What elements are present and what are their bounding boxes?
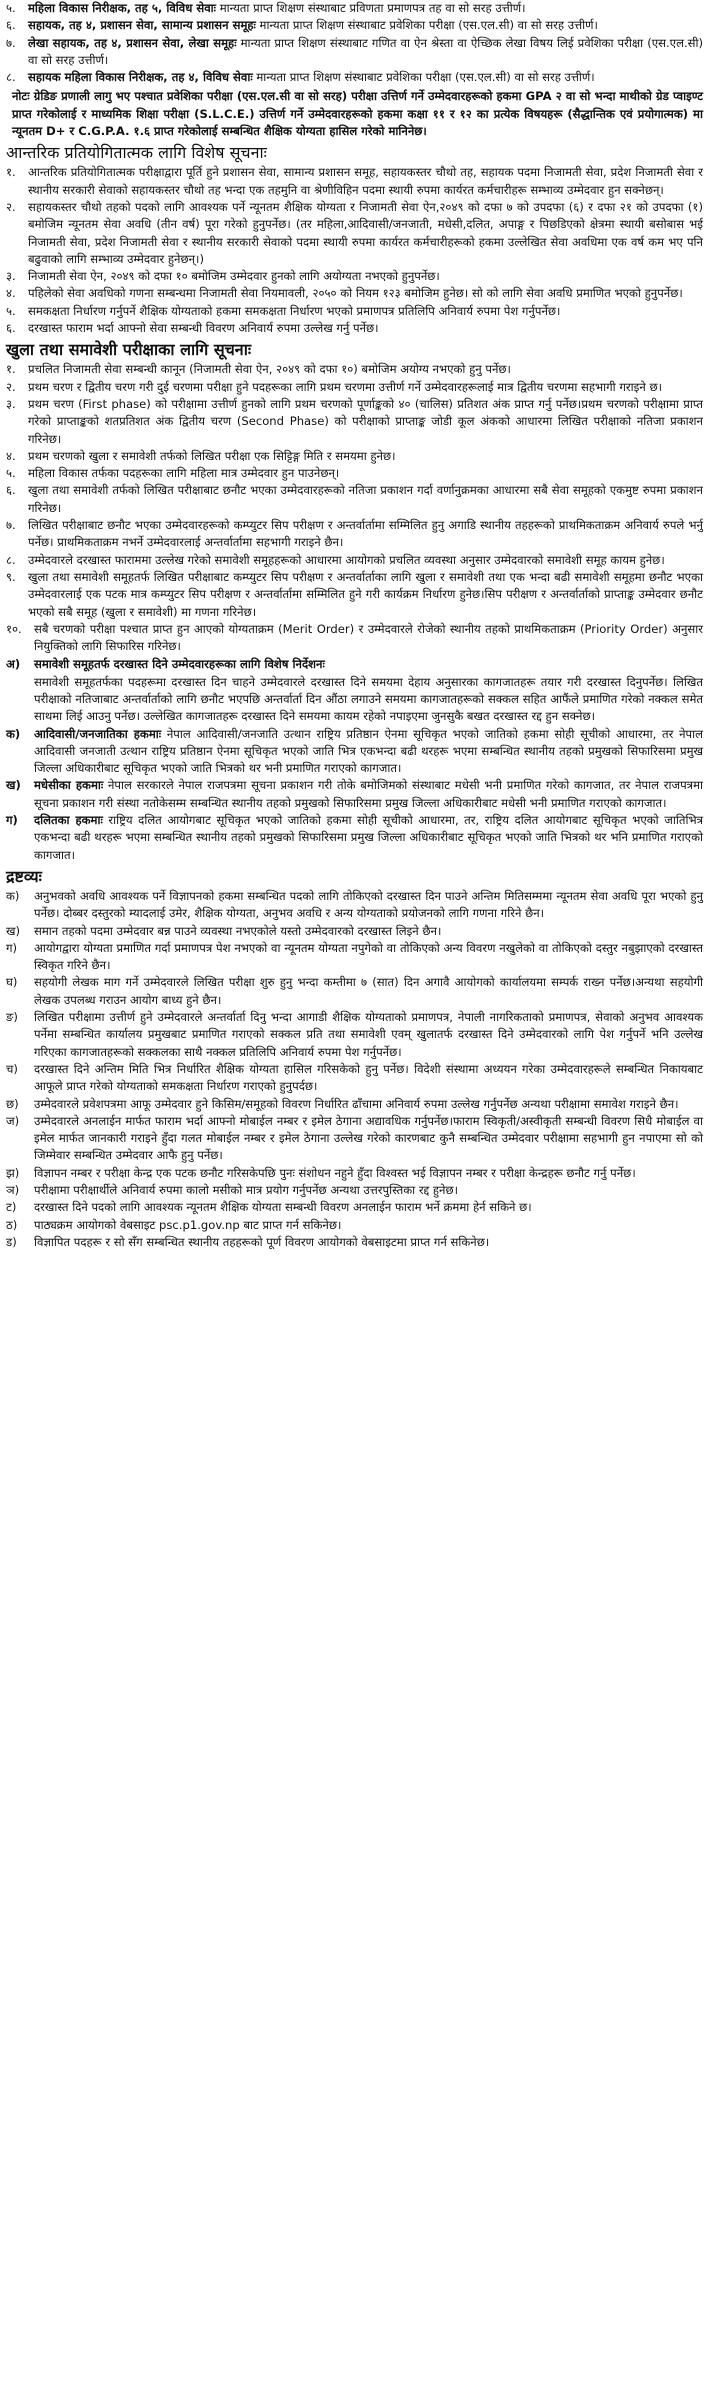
item-number: ८. (6, 70, 16, 85)
list-item (6, 268, 703, 285)
list-item (6, 1096, 703, 1113)
item-text: प्रथम चरण (First phase) को परीक्षामा उत्तीर्ण हुनको लागि प्रथम चरणको पूर्णाङ्कको ४० (चालिस) प्रतिशत अंक प्राप्त गर्नु पर्नेछ।प्रथम चरणको परीक्षामा प्राप्त गरेको प्राप्ताङ्कको शतप्रतिशत अंक द्वितीय चरण (Second Phase) को परीक्षाको प्राप्ताङ्क जोडी कूल अंकको आधारमा लिखित परीक्षाको नतिजा प्रकाशन गरिनेछ। (28, 396, 703, 446)
list-item (6, 482, 703, 517)
list-item (6, 17, 703, 34)
list-item (6, 552, 703, 569)
item-number: ३. (6, 269, 16, 284)
list-item (6, 285, 703, 302)
item-text: सबै चरणको परीक्षा पश्चात प्राप्त हुन आएको योग्यताक्रम (Merit Order) र उम्मेदवारले रोजेको स्थानीय तहको प्राथमिकताक्रम (Priority Order) अनुसार नियुक्तिको लागि सिफारिस गरिनेछ। (34, 621, 703, 654)
item-text: प्रथम चरणको खुला र समावेशी तर्फको लिखित परीक्षा एक सिट्टिङ्ग मिति र समयमा हुनेछ। (28, 448, 396, 463)
group-text: नेपाल आदिवासी/जनजाति उत्थान राष्ट्रिय प्रतिष्ठान ऐनमा सूचिकृत भएको जातिको हकमा सोही सूचीको आधारमा, तर नेपाल आदिवासी जनजाती उत्थान राष्ट्रिय प्रतिष्ठान ऐनमा सूचिकृत भएको जाति भित्र एकभन्दा बढी थरहरू भएमा सम्बन्धित स्थानीय तहको प्रमुखको सिफारिसमा प्रमुख जिल्ला अधिकारीबाट सूचिकृत भएको जाति भित्रको थर भनी प्रमाणित गराएको कागजात। (34, 726, 703, 776)
item-number: २. (6, 199, 16, 214)
internal-section (6, 142, 703, 337)
grading-note: नोटः ग्रेडिङ प्रणाली लागु भए पश्चात प्रवेशिका परीक्षा (एस.एल.सी वा सो सरह) परीक्षा उत्तिर्ण गर्ने उम्मेदवारहरूको हकमा GPA २ वा सो भन्दा माथीको ग्रेड प्वाइण्ट प्राप्त गरेकोलाई र माध्यमिक शिक्षा परीक्षा (S.L.C.E.) उत्तिर्ण गर्ने उम्मेदवारहरूको हकमा कक्षा ११ र १२ का प्रत्येक विषयहरू (सैद्धान्तिक एवं प्रयोगात्मक) मा न्यूनतम D+ र C.G.P.A. १.६ प्राप्त गरेकोलाई सम्बन्धित शैक्षिक योग्यता हासिल गरेको मानिनेछ। (12, 89, 703, 139)
item-number: ६. (6, 321, 16, 336)
item-text: पाठ्यक्रम आयोगको वेबसाइट psc.p1.gov.np बाट प्राप्त गर्न सकिनेछ। (34, 1217, 342, 1232)
item-number: ७. (6, 35, 16, 50)
list-item (6, 923, 703, 940)
item-text: खुला तथा समावेशी तर्फको लिखित परीक्षाबाट छनौट भएका उम्मेदवारहरूको नतिजा प्रकाशन गर्दा वर्णानुक्रमका आधारमा सबै सेवा समूहको एकमुष्ट रुपमा प्रकाशन गरिनेछ। (28, 483, 703, 515)
list-item (6, 320, 703, 337)
open-section (6, 339, 703, 655)
list-item (6, 888, 703, 923)
item-text: निजामती सेवा ऐन, २०४९ को दफा १० बमोजिम उम्मेदवार हुनको लागि अयोग्यता नभएको हुनुपर्नेछ। (28, 269, 440, 284)
qualification-text: मान्यता प्राप्त शिक्षण संस्थाबाट प्रविणता प्रमाणपत्र तह वा सो सरह उत्तीर्ण। (216, 1, 526, 15)
item-number: २. (6, 379, 16, 394)
list-item (6, 199, 703, 268)
notes-section (6, 866, 703, 1251)
list-item (6, 396, 703, 448)
item-number: ५. (6, 1, 16, 15)
item-text: प्रथम चरण र द्वितीय चरण गरी दुई चरणमा परीक्षा हुने पदहरूका लागि प्रथम चरणमा उत्तीर्ण गर्ने उम्मेदवारहरूलाई मात्र द्वितीय चरणमा सहभागी गराइने छ। (28, 379, 662, 394)
list-item (6, 361, 703, 378)
item-number: ५. (6, 466, 16, 481)
item-text: विज्ञापन नम्बर र परीक्षा केन्द्र एक पटक छनौट गरिसकेपछि पुनः संशोधन नहुने हुँदा विश्वस्त भई विज्ञापन नम्बर र परीक्षा केन्द्रहरू छनौट गर्नु पर्नेछ। (34, 1165, 636, 1180)
qualification-list (6, 0, 703, 86)
item-text: दरखास्त दिने पदको लागि आवश्यक न्यूनतम शैक्षिक योग्यता सम्बन्धी विवरण अनलाईन फाराम भर्ने क्रममा हेर्न सकिने छ। (34, 1200, 532, 1215)
item-number: ४. (6, 286, 16, 301)
item-marker: घ) (6, 975, 18, 990)
inclusive-heading-text: समावेशी समूहतर्फ दरखास्त दिने उम्मेदवारहरूका लागि विशेष निर्देशनः (34, 657, 325, 672)
item-marker: अ) (6, 657, 21, 672)
item-number: ८. (6, 552, 16, 567)
qualification-text: मान्यता प्राप्त शिक्षण संस्थाबाट प्रवेशिका परीक्षा (एस.एल.सी) वा सो सरह उत्तीर्ण। (252, 70, 595, 85)
item-number: ४. (6, 448, 16, 463)
list-item (6, 164, 703, 199)
list-item (6, 517, 703, 552)
list-item (6, 0, 703, 17)
item-text: समकक्षता निर्धारण गर्नुपर्ने शैक्षिक योग्यताको हकमा समकक्षता निर्धारण भएको प्रमाणपत्र प्रतिलिपि अनिवार्य रुपमा पेश गर्नुपर्नेछ। (28, 303, 561, 318)
section-heading: द्रष्टव्यः (6, 866, 42, 886)
item-number: १०. (6, 621, 22, 636)
item-number: ३. (6, 396, 16, 411)
list-item (6, 1113, 703, 1165)
list-item (6, 1009, 703, 1061)
list-item (6, 1165, 703, 1182)
item-marker: ग) (6, 813, 18, 828)
item-number: ५. (6, 303, 16, 318)
group-item (6, 777, 703, 812)
item-text: खुला तथा समावेशी समूहतर्फ लिखित परीक्षाबाट कम्प्युटर सिप परीक्षण र अन्तर्वार्ताका लागि खुला र समावेशी तथा एक भन्दा बढी समावेशी समूहमा छनौट भएका उम्मेदवारलाई एक पटक मात्र कम्प्युटर सिप परीक्षण र अन्तर्वार्तामा सम्मिलित हुने गरी कार्यक्रम निर्धारण हुनेछ।सिप परीक्षण र अन्तर्वार्ताको प्राप्ताङ्क उम्मेदवार छनौट भएको सबै समूह (खुला र समावेशी) मा गणना गरिनेछ। (28, 569, 703, 619)
list-item (6, 1234, 703, 1251)
group-item (6, 812, 703, 864)
list-item (6, 569, 703, 621)
item-marker: क) (6, 726, 21, 741)
item-text: आन्तरिक प्रतियोगितात्मक परीक्षाद्वारा पूर्ति हुने प्रशासन सेवा, सामान्य प्रशासन समूह, सहायकस्तर चौथो तह, सहायक पदमा निजामती सेवा, प्रदेश निजामती सेवा र स्थानीय सरकारी सेवाको सहायकस्तर चौथो तह भन्दा एक तहमुनि वा श्रेणीविहिन पदमा स्थायी रुपमा कार्यरत कर्मचारीहरू सम्भाव्य उम्मेदवार हुन सक्नेछन्। (28, 165, 703, 197)
item-text: लिखित परीक्षाबाट छनौट भएका उम्मेदवारहरूको कम्प्युटर सिप परीक्षण र अन्तर्वार्तामा सम्मिलित हुनु अगाडि स्थानीय तहहरूको प्राथमिकताक्रम अनिवार्य रुपले भर्नु पर्नेछ। प्राथमिकताक्रम नभर्ने उम्मेदवारलाई अन्तर्वार्तामा सहभागी गराइने छैन। (28, 518, 703, 550)
item-marker: क) (6, 888, 20, 903)
list-item (6, 465, 703, 482)
item-marker: ठ) (6, 1217, 18, 1232)
item-number: ६. (6, 18, 16, 33)
item-text: उम्मेदवारले प्रवेशपत्रमा आफू उम्मेदवार हुने किसिम/समूहको विवरण निर्धारित ढाँचामा अनिवार्य रुपमा उल्लेख गर्नुपर्नेछ अन्यथा परीक्षामा समावेश गराइने छैन। (34, 1096, 679, 1111)
list-item (6, 448, 703, 465)
item-text: दरखास्त दिने अन्तिम मिति भित्र निर्धारित शैक्षिक योग्यता हासिल गरिसकेको हुनु पर्नेछ। विदेशी संस्थामा अध्ययन गरेका उम्मेदवारहरूले सम्बन्धित निकायबाट आफूले प्राप्त गरेको योग्यताको समकक्षता निर्धारण गराएको हुनुपर्दछ। (34, 1061, 703, 1094)
item-text: सहयोगी लेखक माग गर्ने उम्मेदवारले लिखित परीक्षा शुरु हुनु भन्दा कम्तीमा ७ (सात) दिन अगावै आयोगको कार्यालयमा सम्पर्क राख्न पर्नेछ।अन्यथा सहयोगी लेखक उपलब्ध गराउन आयोग बाध्य हुने छैन। (34, 975, 703, 1007)
item-number: ७. (6, 518, 16, 533)
item-marker: झ) (6, 1165, 20, 1180)
group-title: मधेसीका हकमाः (34, 778, 104, 793)
list-item (6, 1217, 703, 1234)
item-number: ९. (6, 569, 16, 584)
item-text: उम्मेदवारले दरखास्त फाराममा उल्लेख गरेको समावेशी समूहहरूको आधारमा आयोगको प्रचलित व्यवस्था अनुसार उम्मेदवारको समावेशी समूह कायम हुनेछ। (28, 552, 665, 567)
group-title: आदिवासी/जनजातिका हकमाः (34, 726, 162, 741)
list-item (6, 974, 703, 1009)
section-heading: खुला तथा समावेशी परीक्षाका लागि सूचनाः (6, 340, 252, 360)
section-heading: आन्तरिक प्रतियोगितात्मक लागि विशेष सूचनाः (6, 143, 267, 163)
item-text: प्रचलित निजामती सेवा सम्बन्धी कानून (निजामती सेवा ऐन, २०४९ को दफा १०) बमोजिम अयोग्य नभएको हुनु पर्नेछ। (28, 362, 511, 377)
item-text: आयोगद्वारा योग्यता प्रमाणित गर्दा प्रमाणपत्र पेश नभएको वा न्यूनतम योग्यता नपुगेको वा तोकिएको अन्य विवरण नखुलेको वा तोकिएको दस्तुर नबुझाएको दरखास्त स्विकृत गरिने छैन। (34, 940, 703, 973)
group-text: राष्ट्रिय दलित आयोगबाट सूचिकृत भएको जातिको हकमा सोही सूचीको आधारमा, तर, राष्ट्रिय दलित आयोगबाट सूचिकृत भएको जातिभित्र एकभन्दा बढी थरहरू भएमा सम्बन्धित स्थानीय तहको प्रमुखको सिफारिसमा प्रमुख जिल्ला अधिकारीबाट सूचिकृत भएको जाति भित्रको थर भनि प्रमाणित गराएको कागजात। (34, 813, 703, 862)
item-number: १. (6, 362, 16, 377)
item-text: परीक्षामा परीक्षार्थीले अनिवार्य रुपमा कालो मसीको मात्र प्रयोग गर्नुपर्नेछ अन्यथा उत्तरपुस्तिका रद्द हुनेछ। (34, 1183, 458, 1197)
list-item (6, 1182, 703, 1199)
item-marker: ट) (6, 1200, 17, 1215)
inclusive-body: समावेशी समूहतर्फका पदहरूमा दरखास्त दिन चाहने उम्मेदवारले दरखास्त दिने समयमा देहाय अनुसारका कागजातहरू तयार गरी दरखास्त दिनुपर्नेछ। लिखित परीक्षाको नतिजाबाट अन्तर्वार्ताको लागि छनौट भएपछि अन्तर्वार्ता दिन औंठा लगाउने समयमा कागजातहरूको सक्कल सहित आफैंले प्रमाणित गरेको नक्कल समेत साथमा लिई आउनु पर्नेछ। उल्लेखित कागजातहरू दरखास्त दिने समयमा कायम रहेको नपाइएमा जुनसुकै बखत दरखास्त रद्द हुन सक्नेछ। (34, 674, 703, 724)
group-item (6, 726, 703, 778)
post-title: महिला विकास निरीक्षक, तह ५, विविध सेवाः (28, 1, 217, 15)
inclusive-section (6, 656, 703, 864)
qualification-text: मान्यता प्राप्त शिक्षण संस्थाबाट प्रवेशिका परीक्षा (एस.एल.सी) वा सो सरह उत्तीर्ण। (255, 18, 598, 33)
list-item (6, 940, 703, 975)
item-number: १. (6, 165, 16, 180)
item-text: महिला विकास तर्फका पदहरूका लागि महिला मात्र उम्मेदवार हुन पाउनेछन्। (28, 466, 340, 481)
list-item (6, 379, 703, 396)
list-item (6, 35, 703, 70)
item-text: सहायकस्तर चौथो तहको पदको लागि आवश्यक पर्ने न्यूनतम शैक्षिक योग्यता र निजामती सेवा ऐन,२०४९ को दफा ७ को उपदफा (६) र दफा २१ को उपदफा (१) बमोजिम न्यूनतम सेवा अवधि (तीन वर्ष) पूरा गरेको हुनुपर्नेछ। (तर महिला,आदिवासी/जनजाती, मधेसी,दलित, अपाङ्ग र पिछडिएको क्षेत्रमा स्थायी बसोबास भई निजामती सेवा, प्रदेश निजामती सेवा र स्थानीय सरकारी सेवाको पदमा स्थायी रुपमा कार्यरत कर्मचारीहरूको हकमा उल्लेखित सेवा अवधिमा एक वर्ष कम भए पनि बढुवाको लागि सम्भाव्य उम्मेदवार हुनेछन्।) (28, 199, 703, 266)
item-marker: ख) (6, 778, 21, 793)
item-text: विज्ञापित पदहरू र सो सँग सम्बन्धित स्थानीय तहहरूको पूर्ण विवरण आयोगको वेबसाइटमा प्राप्त गर्न सकिनेछ। (34, 1234, 490, 1249)
item-number: ६. (6, 483, 16, 498)
item-text: समान तहको पदमा उम्मेदवार बन्न पाउने व्यवस्था नभएकोले यस्तो उम्मेदवारको दरखास्त लिइने छैन। (34, 923, 442, 938)
item-marker: च) (6, 1061, 18, 1076)
item-marker: ड) (6, 1234, 17, 1249)
list-item (6, 1199, 703, 1216)
item-marker: ग) (6, 940, 18, 955)
item-marker: ख) (6, 923, 21, 938)
list-item (6, 69, 703, 86)
item-marker: ङ) (6, 1010, 18, 1025)
item-text: लिखित परीक्षामा उत्तीर्ण हुने उम्मेदवारले अन्तर्वार्ता दिनु भन्दा आगाडी शैक्षिक योग्यताको प्रमाणपत्र, नेपाली नागरिकताको प्रमाणपत्र, सेवाको अनुभव आवश्यक पर्नेमा सम्बन्धित कार्यालय प्रमुखबाट प्रमाणित गराएको सक्कल प्रति तथा समावेशी एवम् खुलातर्फ दरखास्त दिने उम्मेदवारको लागि पेश गर्नुपर्ने भनि उल्लेख गरिएका कागजातहरूको सक्कलका साथै नक्कल प्रतिलिपि अनिवार्य रुपमा पेश गर्नुपर्नेछ। (34, 1010, 703, 1059)
inclusive-heading (6, 656, 703, 673)
list-item (6, 1061, 703, 1096)
item-text: दरखास्त फाराम भर्दा आफ्नो सेवा सम्बन्धी विवरण अनिवार्य रुपमा उल्लेख गर्नु पर्नेछ। (28, 321, 379, 336)
item-text: अनुभवको अवधि आवश्यक पर्ने विज्ञापनको हकमा सम्बन्धित पदको लागि तोकिएको दरखास्त दिन पाउने अन्तिम मितिसम्ममा न्यूनतम सेवा अवधि पूरा भएको हुनु पर्नेछ। दोब्बर दस्तुरको म्यादलाई उमेर, शैक्षिक योग्यता, अनुभव अवधि र अन्य योग्यताको प्रयोजनको लागि गणना गरिने छैन। (34, 888, 703, 921)
post-title: लेखा सहायक, तह ४, प्रशासन सेवा, लेखा समूहः (28, 35, 237, 50)
post-title: सहायक महिला विकास निरीक्षक, तह ४, विविध सेवाः (28, 70, 253, 85)
list-item (6, 621, 703, 656)
group-title: दलितका हकमाः (34, 813, 103, 828)
list-item (6, 303, 703, 320)
item-marker: छ) (6, 1096, 19, 1111)
group-text: नेपाल सरकारले नेपाल राजपत्रमा सूचना प्रकाशन गरी तोके बमोजिमको संस्थाबाट मधेसी भनी प्रमाणित गरेको कागजात, तर नेपाल राजपत्रमा सूचना प्रकाशन गरी संस्था नतोकेसम्म सम्बन्धित स्थानीय तहको प्रमुखको सिफारिसमा प्रमुख जिल्ला अधिकारीबाट मधेसी भनी प्रमाणित गराएको कागजात। (34, 778, 703, 810)
post-title: सहायक, तह ४, प्रशासन सेवा, सामान्य प्रशासन समूहः (28, 18, 256, 33)
item-marker: ज) (6, 1113, 20, 1128)
item-marker: ञ) (6, 1183, 20, 1197)
item-text: उम्मेदवारले अनलाईन मार्फत फाराम भर्दा आफ्नो मोबाईल नम्बर र इमेल ठेगाना अद्यावधिक गर्नुपर्नेछ।फाराम स्विकृती/अस्वीकृती सम्बन्धी विवरण सिधै मोबाईल वा इमेल मार्फत जानकारी गराइने हुँदा गलत मोबाईल नम्बर र इमेल ठेगाना उल्लेख गरेको कारणबाट कुनै सम्बन्धित उम्मेदवार परीक्षामा सहभागी हुन नपाएमा सो को जिम्मेवार सम्बन्धित उम्मेदवार आफै हुनु पर्नेछ। (34, 1113, 703, 1163)
qualification-text: मान्यता प्राप्त शिक्षण संस्थाबाट गणित वा ऐन श्रेस्ता वा ऐच्छिक लेखा विषय लिई प्रवेशिका परीक्षा (एस.एल.सी) वा सो सरह उत्तीर्ण। (28, 35, 704, 67)
item-text: पहिलेको सेवा अवधिको गणना सम्बन्धमा निजामती सेवा नियमावली, २०५० को नियम १२३ बमोजिम हुनेछ। सो को लागि सेवा अवधि प्रमाणित भएको हुनुपर्नेछ। (28, 286, 683, 301)
